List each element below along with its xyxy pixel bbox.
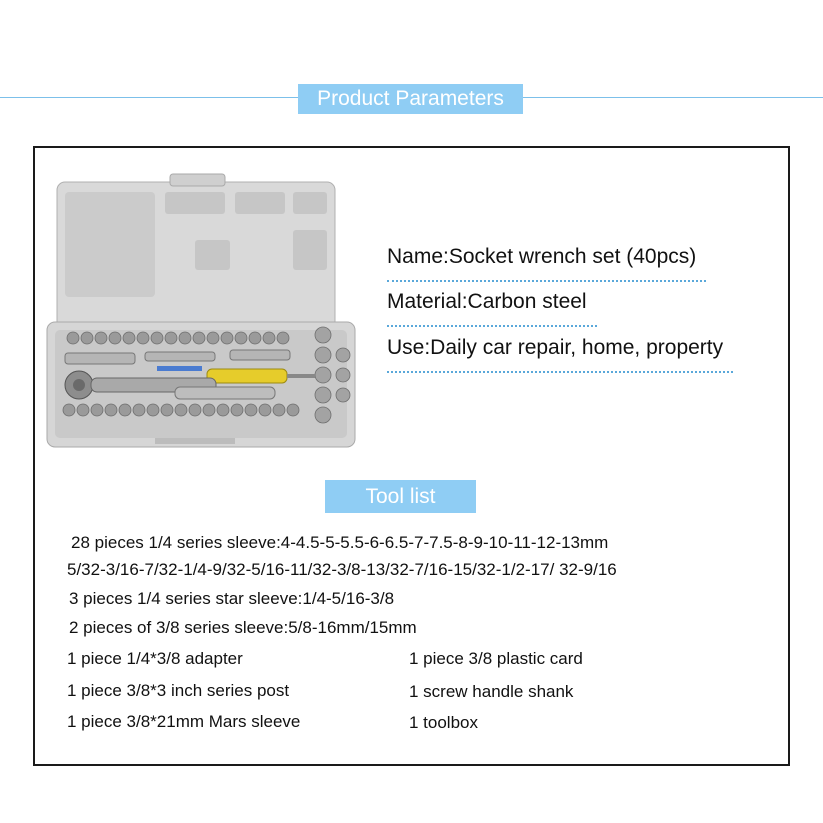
- tool-item-right-2: 1 screw handle shank: [409, 682, 574, 701]
- dotted-divider: [387, 371, 733, 373]
- param-name: [387, 244, 696, 270]
- section-title: Product Parameters: [298, 84, 523, 114]
- param-material-text: Material:Carbon steel: [387, 290, 587, 313]
- param-use-text: Use:Daily car repair, home, property: [387, 336, 724, 359]
- tool-line-4: 2 pieces of 3/8 series sleeve:5/8-16mm/15mm: [69, 618, 417, 637]
- socket-set-image: [45, 170, 365, 460]
- tool-item-left-2: 1 piece 3/8*3 inch series post: [67, 681, 290, 700]
- tool-item-left-3: 1 piece 3/8*21mm Mars sleeve: [67, 712, 301, 731]
- param-name-text: Name:Socket wrench set (40pcs): [387, 245, 697, 268]
- tool-line-2: 5/32-3/16-7/32-1/4-9/32-5/16-11/32-3/8-13/32-7/16-15/32-1/2-17/ 32-9/16: [67, 560, 617, 579]
- tool-line-1: 28 pieces 1/4 series sleeve:4-4.5-5-5.5-6-6.5-7-7.5-8-9-10-11-12-13mm: [71, 533, 609, 552]
- param-material: [387, 289, 587, 315]
- tool-line-3: 3 pieces 1/4 series star sleeve:1/4-5/16-3/8: [69, 589, 395, 608]
- param-use: [387, 335, 723, 361]
- tool-item-left-1: 1 piece 1/4*3/8 adapter: [67, 649, 243, 668]
- tool-list-label: Tool list: [325, 480, 476, 513]
- dotted-divider: [387, 280, 706, 282]
- tool-item-right-3: 1 toolbox: [409, 713, 478, 732]
- tool-item-right-1: 1 piece 3/8 plastic card: [409, 649, 583, 668]
- dotted-divider: [387, 325, 597, 327]
